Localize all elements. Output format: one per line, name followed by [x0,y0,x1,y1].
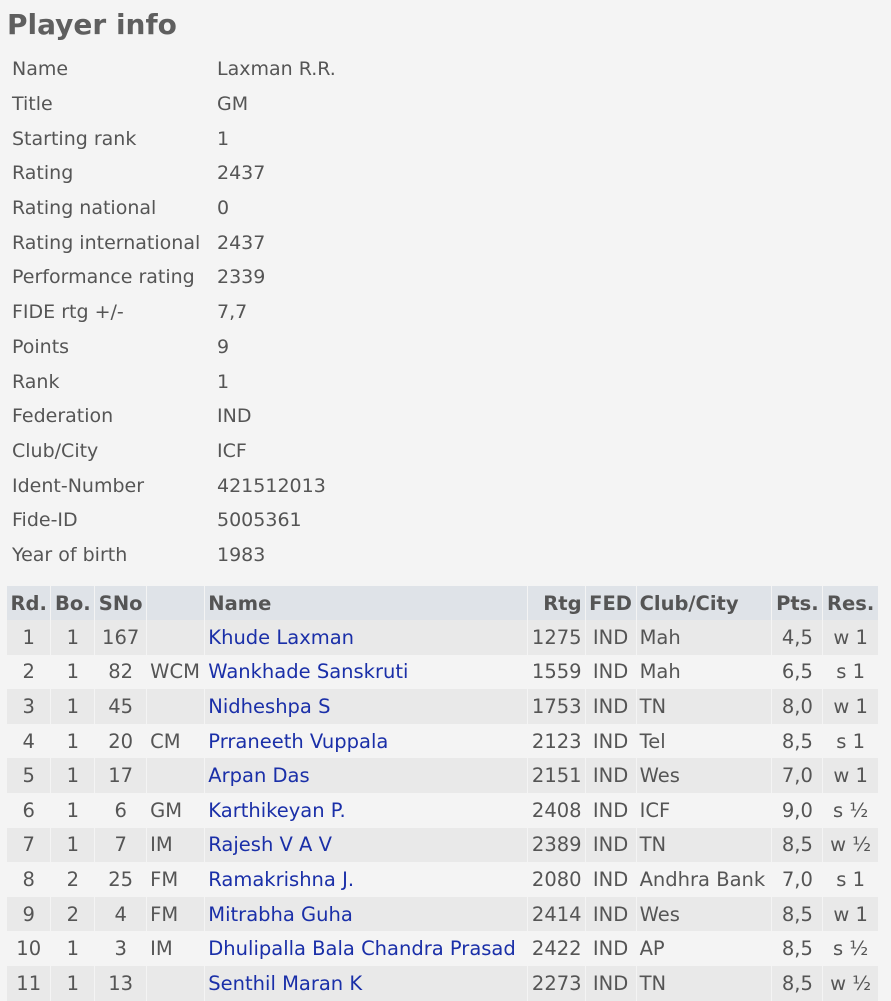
name-cell [205,793,527,828]
title-cell [147,620,205,655]
rating-cell: 2408 [527,793,585,828]
board-cell: 2 [51,897,95,932]
start-number-cell: 7 [95,828,147,863]
start-number-cell: 25 [95,862,147,897]
info-row [7,538,341,573]
federation-cell: IND [585,689,636,724]
info-row [7,399,341,434]
rating-cell: 2080 [527,862,585,897]
title-cell [147,689,205,724]
board-cell: 1 [51,620,95,655]
federation-cell: IND [585,931,636,966]
start-number-cell: 20 [95,724,147,759]
points-cell: 8,5 [772,828,823,863]
info-row [7,260,341,295]
federation-cell: IND [585,655,636,690]
info-label: Federation [12,405,114,428]
result-cell: s 1 [823,655,879,690]
points-cell: 8,0 [772,689,823,724]
header-points: Pts. [772,586,823,620]
points-cell: 7,0 [772,862,823,897]
info-value: 1 [217,370,230,393]
title-cell: IM [147,931,205,966]
federation-cell: IND [585,862,636,897]
title-cell: CM [147,724,205,759]
board-cell: 1 [51,655,95,690]
player-info-table [7,52,341,572]
round-cell: 3 [7,689,51,724]
round-cell: 9 [7,897,51,932]
club-cell: TN [636,689,772,724]
info-row [7,468,341,503]
board-cell: 1 [51,724,95,759]
rating-cell: 2422 [527,931,585,966]
info-value: 421512013 [217,474,326,497]
points-cell: 6,5 [772,655,823,690]
name-cell [205,828,527,863]
title-cell [147,758,205,793]
info-label: Rating [12,162,74,185]
federation-cell: IND [585,897,636,932]
opponent-name-link[interactable]: Rajesh V A V [208,833,332,857]
info-row [7,295,341,330]
title-cell [147,966,205,1001]
header-federation: FED [585,586,636,620]
info-row [7,225,341,260]
points-cell: 8,5 [772,897,823,932]
name-cell [205,655,527,690]
result-cell: w ½ [823,966,879,1001]
result-cell: s 1 [823,862,879,897]
header-start-number: SNo [95,586,147,620]
info-label: Points [12,335,70,358]
start-number-cell: 3 [95,931,147,966]
header-round: Rd. [7,586,51,620]
page-title: Player info [7,8,177,41]
opponent-name-link[interactable]: Ramakrishna J. [208,867,355,891]
info-label: Year of birth [12,543,128,566]
table-row [7,862,879,897]
table-row [7,828,879,863]
name-cell [205,931,527,966]
points-cell: 9,0 [772,793,823,828]
info-label: Fide-ID [12,509,78,532]
round-cell: 6 [7,793,51,828]
start-number-cell: 4 [95,897,147,932]
info-label: FIDE rtg +/- [12,301,124,324]
table-row [7,655,879,690]
opponent-name-link[interactable]: Wankhade Sanskruti [208,660,409,684]
federation-cell: IND [585,793,636,828]
info-value: 0 [217,197,230,220]
name-cell [205,758,527,793]
info-row [7,503,341,538]
title-cell: IM [147,828,205,863]
points-cell: 8,5 [772,724,823,759]
opponent-name-link[interactable]: Khude Laxman [208,625,355,649]
info-row [7,87,341,122]
result-cell: s ½ [823,793,879,828]
result-cell: w 1 [823,689,879,724]
round-cell: 5 [7,758,51,793]
result-cell: w 1 [823,620,879,655]
name-cell [205,862,527,897]
board-cell: 1 [51,966,95,1001]
table-row [7,689,879,724]
title-cell: WCM [147,655,205,690]
board-cell: 1 [51,931,95,966]
result-cell: s ½ [823,931,879,966]
rating-cell: 1559 [527,655,585,690]
info-row [7,121,341,156]
info-value: IND [217,405,252,428]
board-cell: 1 [51,793,95,828]
title-cell: FM [147,862,205,897]
rating-cell: 2273 [527,966,585,1001]
games-header-row [7,586,879,620]
result-cell: w ½ [823,828,879,863]
info-value: ICF [217,439,247,462]
result-cell: s 1 [823,724,879,759]
rating-cell: 2123 [527,724,585,759]
round-cell: 7 [7,828,51,863]
opponent-name-link[interactable]: Dhulipalla Bala Chandra Prasad [208,937,516,961]
club-cell: ICF [636,793,772,828]
federation-cell: IND [585,724,636,759]
round-cell: 11 [7,966,51,1001]
board-cell: 1 [51,828,95,863]
opponent-name-link[interactable]: Arpan Das [208,764,310,788]
round-cell: 2 [7,655,51,690]
header-result: Res. [823,586,879,620]
opponent-name-link[interactable]: Nidheshpa S [208,694,331,718]
title-cell: FM [147,897,205,932]
rating-cell: 2414 [527,897,585,932]
start-number-cell: 13 [95,966,147,1001]
result-cell: w 1 [823,897,879,932]
rating-cell: 1753 [527,689,585,724]
info-label: Name [12,58,69,81]
club-cell: Andhra Bank [636,862,772,897]
games-table [7,586,879,1001]
points-cell: 7,0 [772,758,823,793]
info-value: 5005361 [217,509,302,532]
header-club: Club/City [636,586,772,620]
header-name: Name [205,586,527,620]
start-number-cell: 82 [95,655,147,690]
info-label: Rating international [12,231,201,254]
name-cell [205,724,527,759]
board-cell: 2 [51,862,95,897]
header-title [147,586,205,620]
club-cell: Tel [636,724,772,759]
info-row [7,156,341,191]
header-rating: Rtg [527,586,585,620]
info-label: Rating national [12,197,157,220]
title-cell: GM [147,793,205,828]
round-cell: 4 [7,724,51,759]
round-cell: 10 [7,931,51,966]
info-value: 7,7 [217,301,248,324]
info-row [7,52,341,87]
info-value: 9 [217,335,230,358]
result-cell: w 1 [823,758,879,793]
points-cell: 4,5 [772,620,823,655]
club-cell: Wes [636,758,772,793]
points-cell: 8,5 [772,931,823,966]
rating-cell: 2151 [527,758,585,793]
club-cell: TN [636,966,772,1001]
rating-cell: 1275 [527,620,585,655]
table-row [7,758,879,793]
info-value: 2437 [217,162,266,185]
rating-cell: 2389 [527,828,585,863]
board-cell: 1 [51,758,95,793]
info-value: 1 [217,127,230,150]
opponent-name-link[interactable]: Karthikeyan P. [208,798,346,822]
table-row [7,966,879,1001]
club-cell: Mah [636,655,772,690]
opponent-name-link[interactable]: Prraneeth Vuppala [208,729,389,753]
federation-cell: IND [585,828,636,863]
start-number-cell: 6 [95,793,147,828]
federation-cell: IND [585,620,636,655]
points-cell: 8,5 [772,966,823,1001]
name-cell [205,620,527,655]
info-row [7,330,341,365]
info-value: Laxman R.R. [217,58,336,81]
club-cell: TN [636,828,772,863]
info-value: 2339 [217,266,266,289]
info-label: Ident-Number [12,474,145,497]
info-label: Club/City [12,439,99,462]
info-row [7,364,341,399]
club-cell: Mah [636,620,772,655]
opponent-name-link[interactable]: Mitrabha Guha [208,902,353,926]
table-row [7,620,879,655]
header-board: Bo. [51,586,95,620]
start-number-cell: 17 [95,758,147,793]
name-cell [205,689,527,724]
table-row [7,724,879,759]
table-row [7,897,879,932]
info-label: Performance rating [12,266,195,289]
name-cell [205,966,527,1001]
info-label: Rank [12,370,60,393]
federation-cell: IND [585,758,636,793]
club-cell: Wes [636,897,772,932]
start-number-cell: 167 [95,620,147,655]
info-value: 1983 [217,543,266,566]
info-row [7,434,341,469]
info-value: 2437 [217,231,266,254]
federation-cell: IND [585,966,636,1001]
info-label: Title [12,93,53,116]
info-row [7,191,341,226]
table-row [7,793,879,828]
opponent-name-link[interactable]: Senthil Maran K [208,971,363,995]
table-row [7,931,879,966]
name-cell [205,897,527,932]
start-number-cell: 45 [95,689,147,724]
club-cell: AP [636,931,772,966]
info-value: GM [217,93,249,116]
round-cell: 1 [7,620,51,655]
info-label: Starting rank [12,127,137,150]
round-cell: 8 [7,862,51,897]
board-cell: 1 [51,689,95,724]
